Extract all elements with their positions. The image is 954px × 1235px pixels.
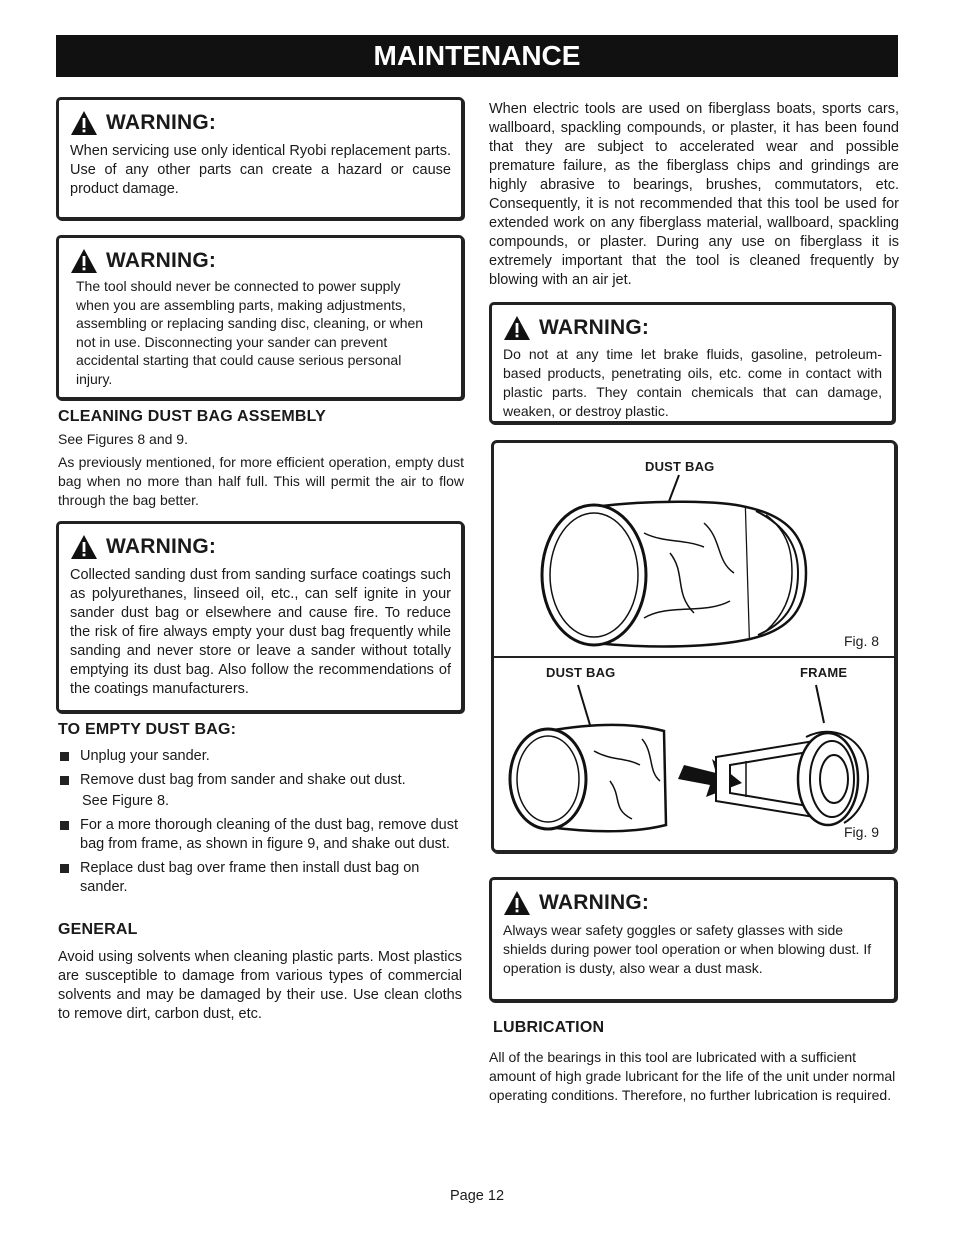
general-text: Avoid using solvents when cleaning plastic parts. Most plastics are susceptible to damage from various types of commercial solvents and may be damaged by their use. Use clean cloths to remove dirt, carbon dust, etc. [58, 949, 462, 1022]
warning-text: Always wear safety goggles or safety glasses with side shields during power tool operation or when blowing dust. If operation is dusty, also wear a dust mask. [503, 922, 872, 976]
warning-text: The tool should never be connected to power supply when you are assembling parts, making adjustments, assembling or replacing sanding disc, cleaning, or when not in use. Disconnecting your sander can prevent accidental starting that could cause serious personal injury. [76, 278, 424, 387]
warning-title: WARNING: [539, 891, 650, 914]
warning-header [70, 108, 451, 138]
warning-box-power-supply [56, 235, 464, 400]
warning-triangle-icon [70, 248, 98, 274]
warning-box-plastic [489, 302, 895, 424]
warning-text: Do not at any time let brake fluids, gasoline, petroleum-based products, penetrating oils, etc. come in contact with plastic parts. They contain chemicals that can damage, weaken, or destroy plastic. [503, 346, 882, 419]
warning-header [503, 888, 884, 918]
dust-bag-and-frame-illustration [494, 661, 900, 851]
warning-title: WARNING: [106, 111, 217, 134]
warning-title: WARNING: [106, 249, 217, 272]
lubrication-text: All of the bearings in this tool are lubricated with a sufficient amount of high grade lubricant for the life of the unit under normal operating conditions. Therefore, no further lubrication is required. [489, 1049, 896, 1103]
fiberglass-text: When electric tools are used on fiberglass boats, sports cars, wallboard, spackling compounds, or plaster, it has been found that they are subject to accelerated wear and possible premature failure, as the fiberglass chips and grindings are highly abrasive to bearings, brushes, commutators, etc. Consequently, it is not recommended that this tool be used for extended work on any fiberglass material, wallboard, spackling compounds, or plaster. During any use on fiberglass it is extremely important that the tool is cleaned frequently by blowing with an air jet. [489, 101, 899, 288]
figure-divider [494, 656, 894, 658]
warning-title: WARNING: [106, 535, 217, 558]
list-item: Replace dust bag over frame then install dust bag on sander. [57, 859, 463, 897]
warning-triangle-icon [503, 315, 531, 341]
warning-title: WARNING: [539, 316, 650, 339]
general-heading: GENERAL [58, 921, 138, 938]
warning-triangle-icon [503, 890, 531, 916]
cleaning-see-figures: See Figures 8 and 9. [58, 431, 188, 447]
warning-box-replacement-parts [56, 97, 464, 220]
warning-header [70, 246, 451, 276]
fig9-dust-bag-label: DUST BAG [546, 665, 616, 680]
fig8-dust-bag-label: DUST BAG [645, 459, 715, 474]
warning-header [70, 532, 451, 562]
see-figure-note: See Figure 8. [82, 793, 170, 809]
list-item: Unplug your sander. [57, 747, 463, 766]
figure-panel [491, 440, 897, 853]
warning-box-safety-goggles [489, 877, 897, 1002]
empty-bag-heading: TO EMPTY DUST BAG: [58, 721, 237, 738]
list-item: For a more thorough cleaning of the dust bag, remove dust bag from frame, as shown in figure 9, and shake out dust. [57, 816, 463, 854]
warning-triangle-icon [70, 534, 98, 560]
page-title: MAINTENANCE [56, 35, 898, 77]
fig9-caption: Fig. 9 [844, 824, 880, 840]
warning-triangle-icon [70, 110, 98, 136]
list-item: Remove dust bag from sander and shake out dust. [57, 771, 463, 790]
fig8-caption: Fig. 8 [844, 633, 880, 649]
warning-text: When servicing use only identical Ryobi replacement parts. Use of any other parts can create a hazard or cause product damage. [70, 143, 451, 197]
cleaning-heading: CLEANING DUST BAG ASSEMBLY [58, 408, 327, 425]
dust-bag-illustration [494, 443, 900, 656]
page-number: Page 12 [449, 1188, 505, 1204]
lubrication-heading: LUBRICATION [493, 1019, 605, 1036]
warning-header [503, 313, 882, 343]
warning-box-fire [56, 521, 464, 713]
cleaning-text: As previously mentioned, for more efficient operation, empty dust bag when no more than half full. This will permit the air to flow through the bag better. [58, 454, 464, 508]
empty-bag-steps [57, 747, 463, 902]
warning-text: Collected sanding dust from sanding surface coatings such as polyurethanes, linseed oil, etc., can self ignite in your sander dust bag or elsewhere and cause fire. To reduce the risk of fire always empty your dust bag frequently while sanding and never store or leave a sander without totally emptying its dust bag. Also follow the recommendations of the coatings manufacturers. [70, 567, 451, 697]
fig9-frame-label: FRAME [800, 665, 848, 680]
